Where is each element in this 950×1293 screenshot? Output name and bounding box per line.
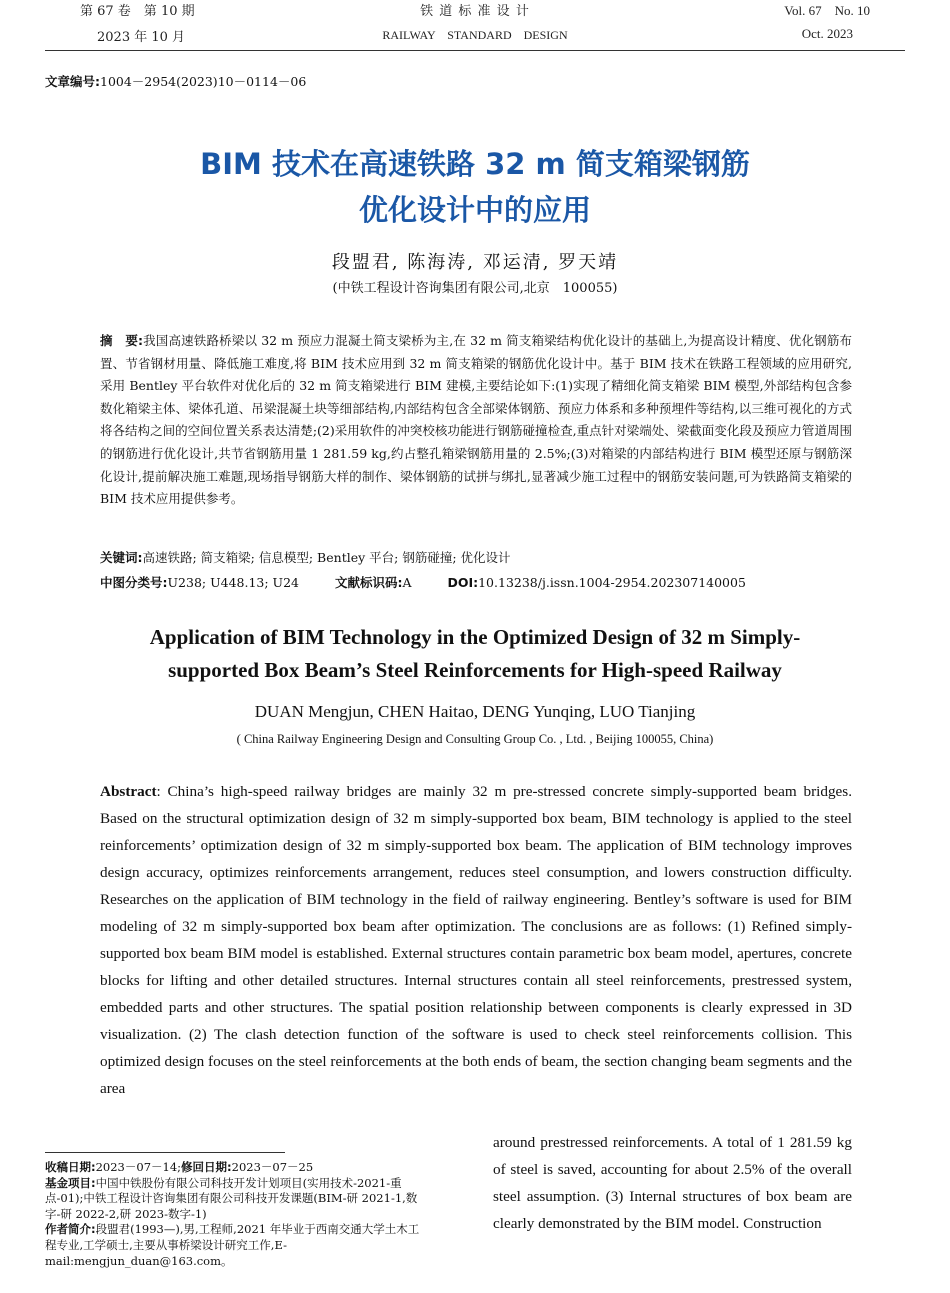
classification (100, 573, 860, 591)
keywords-cn-value: 高速铁路; 简支箱梁; 信息模型; Bentley 平台; 钢筋碰撞; 优化设计 (142, 550, 511, 565)
journal-name-cn: 铁 道 标 准 设 计 (420, 4, 530, 19)
header-rule (45, 50, 905, 51)
article-number (45, 72, 306, 90)
title-en-line1: Application of BIM Technology in the Optimized Design of 32 m Simply- (149, 625, 801, 649)
revised-label: 修回日期: (181, 1160, 232, 1174)
title-cn-line1: BIM 技术在高速铁路 32 m 简支箱梁钢筋 (200, 147, 750, 181)
footnote-rule (45, 1152, 285, 1153)
date-en: Oct. 2023 (801, 26, 853, 41)
doi-value: 10.13238/j.issn.1004-2954.202307140005 (478, 575, 746, 590)
author-value: 段盟君(1993—),男,工程师,2021 年毕业于西南交通大学土木工程专业,工学硕士,主要从事桥梁设计研究工作,E-mail:mengjun_duan@163.com。 (45, 1222, 420, 1268)
authors-en: DUAN Mengjun, CHEN Haitao, DENG Yunqing, LUO Tianjing (254, 702, 696, 721)
affiliation-cn: (中铁工程设计咨询集团有限公司,北京 100055) (332, 281, 618, 296)
affiliation-en: ( China Railway Engineering Design and Consulting Group Co. , Ltd. , Beijing 100055, China) (236, 732, 714, 746)
author-label: 作者简介: (45, 1222, 96, 1237)
footnote-author (45, 1222, 425, 1269)
footnote-fund (45, 1176, 425, 1223)
clc-value: U238; U448.13; U24 (167, 575, 299, 590)
volume-issue-en: Vol. 67 No. 10 (784, 3, 870, 18)
article-number-value: 1004－2954(2023)10－0114－06 (100, 74, 307, 89)
keywords-cn-label: 关键词: (100, 550, 143, 565)
footnote-dates (45, 1160, 425, 1176)
keywords-cn (100, 548, 860, 566)
abstract-en-text: : China’s high-speed railway bridges are mainly 32 m pre-stressed concrete simply-supported beam bridges. Based on the structural optimization design of 32 m simply-supported box beam, BIM technology is applied to the steel reinforcements’ optimization design of 32 m simply-supported box beam. The application of BIM technology improves design accuracy, optimizes reinforcements arrangement, reduces steel consumption, and lowers construction difficulty. Researches on the application of BIM technology in the field of railway engineering. Bentley’s software is used for BIM modeling of 32 m simply-supported box beam after optimization. The conclusions are as follows: (1) Refined simply-supported box beam BIM model is established. External structures contain parametric box beam model, apertures, concrete blocks for lifting and other detailed structures. Internal structures contain all steel reinforcements, prestressed system, embedded parts and other structures. The spatial position relationship between components is clearly expressed in 3D visualization. (2) The clash detection function of the software is used to check steel reinforcements collision. This optimized design focuses on the steel reinforcements at the both ends of beam, the section changing beam segments and the area (100, 783, 852, 1097)
abstract-cn-label: 摘 要: (100, 333, 143, 348)
doc-code-label: 文献标识码: (334, 575, 403, 590)
abstract-cn-text: 我国高速铁路桥梁以 32 m 预应力混凝土简支梁桥为主,在 32 m 简支箱梁结构优化设计的基础上,为提高设计精度、优化钢筋布置、节省钢材用量、降低施工难度,将 BIM 技术应用到 32 m 简支箱梁的钢筋优化设计中。基于 BIM 技术在铁路工程领域的应用研究,采用 Bentley 平台软件对优化后的 32 m 简支箱梁进行 BIM 建模,主要结论如下:(1)实现了精细化简支箱梁 BIM 模型,外部结构包含参数化箱梁主体、梁体孔道、吊梁混凝土块等细部结构,内部结构包含全部梁体钢筋、预应力体系和多种预埋件等结构,以三维可视化的方式将各结构之间的空间位置关系表达清楚;(2)采用软件的冲突校核功能进行钢筋碰撞检查,重点针对梁端处、梁截面变化段及预应力管道周围的钢筋进行优化设计,共节省钢筋用量 1 281.59 kg,约占整孔箱梁钢筋用量的 2.5%;(3)对箱梁的内部结构进行 BIM 模型还原与钢筋深化设计,提前解决施工难题,现场指导钢筋大样的制作、梁体钢筋的试拼与绑扎,显著减少施工过程中的钢筋安装问题,可为铁路简支箱梁的 BIM 技术应用提供参考。 (100, 333, 852, 507)
received-value: 2023－07－14; (95, 1160, 182, 1174)
received-label: 收稿日期: (45, 1160, 96, 1174)
journal-name-en: RAILWAY STANDARD DESIGN (382, 28, 568, 42)
fund-value: 中国中铁股份有限公司科技开发计划项目(实用技术-2021-重点-01);中铁工程设计咨询集团有限公司科技开发课题(BIM-研 2021-1,数字-研 2022-2,研 2023-数字-1) (45, 1175, 418, 1221)
clc-label: 中图分类号: (100, 575, 168, 590)
article-number-label: 文章编号: (45, 74, 100, 89)
footnotes (45, 1160, 425, 1269)
abstract-en (100, 778, 852, 1102)
abstract-en-column: around prestressed reinforcements. A total of 1 281.59 kg of steel is saved, accounting for about 2.5% of the overall steel assumption. (3) Internal structures of box beam are clearly demonstrated by the BIM model. Construction (493, 1134, 852, 1232)
title-en-line2: supported Box Beam’s Steel Reinforcements for High-speed Railway (168, 658, 782, 682)
abstract-cn (100, 330, 852, 511)
date-cn: 2023 年 10 月 (97, 30, 186, 45)
doi-label: DOI: (447, 575, 479, 590)
volume-issue-cn: 第 67 卷 第 10 期 (80, 4, 195, 19)
title-cn-line2: 优化设计中的应用 (358, 193, 591, 227)
authors-cn: 段盟君, 陈海涛, 邓运清, 罗天靖 (331, 252, 619, 273)
revised-value: 2023－07－25 (231, 1160, 314, 1174)
abstract-en-label: Abstract (100, 783, 157, 800)
fund-label: 基金项目: (45, 1175, 96, 1190)
doc-code-value: A (402, 575, 412, 590)
